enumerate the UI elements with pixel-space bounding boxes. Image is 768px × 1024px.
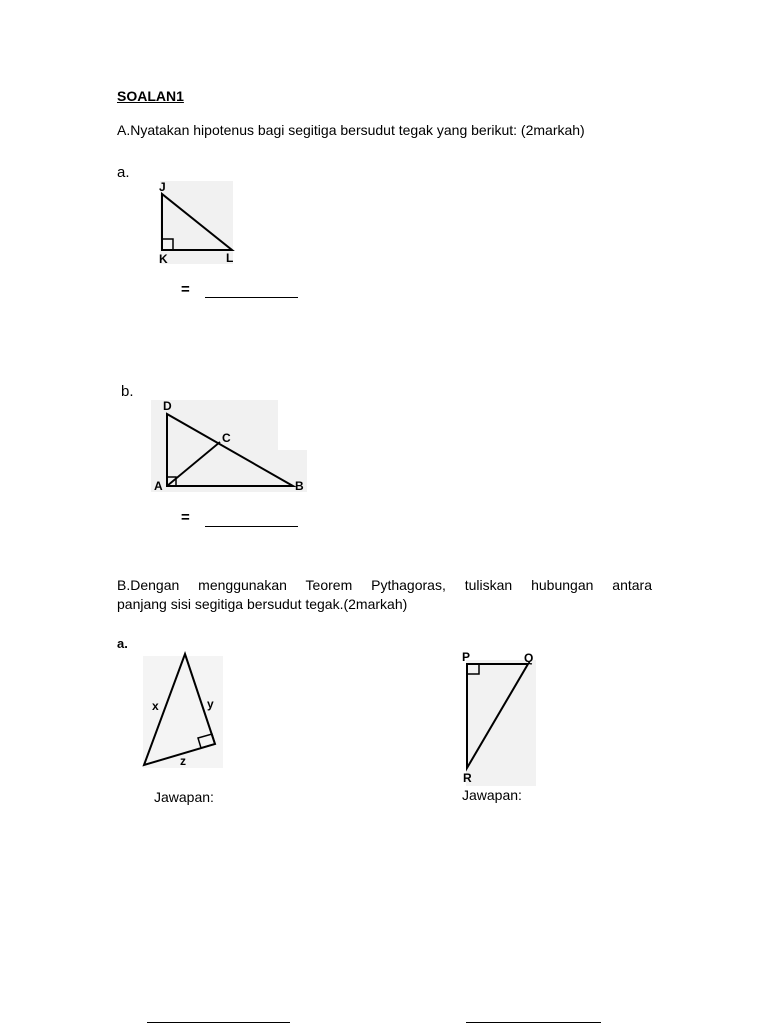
vertex-k-label: K: [159, 252, 168, 266]
item-a-label: a.: [117, 164, 130, 181]
answer-label-1: Jawapan:: [154, 789, 214, 805]
vertex-q-label: Q: [524, 651, 534, 665]
answer-line-1[interactable]: [147, 1022, 290, 1023]
answer-blank-b[interactable]: [205, 526, 298, 527]
vertex-p-label: P: [462, 650, 471, 664]
vertex-r-label: R: [463, 771, 472, 785]
answer-label-2: Jawapan:: [462, 787, 522, 803]
triangle-dab-diagram: [148, 396, 313, 496]
vertex-b-label: B: [295, 479, 304, 493]
vertex-c-label: C: [222, 431, 231, 445]
vertex-a-label: A: [154, 479, 163, 493]
equals-sign-a: =: [181, 281, 190, 298]
section-b-instruction-line1: B.Dengan menggunakan Teorem Pythagoras, tuliskan hubungan antara: [117, 577, 652, 593]
triangle-jkl-diagram: [150, 178, 240, 268]
triangle-pqr-diagram: [458, 648, 543, 788]
vertex-d-label: D: [163, 399, 172, 413]
section-b-item-a-label: a.: [117, 636, 128, 651]
triangle-xyz-diagram: [138, 648, 228, 773]
vertex-l-label: L: [226, 251, 234, 265]
item-b-label: b.: [121, 383, 134, 400]
section-b-instruction-line2: panjang sisi segitiga bersudut tegak.(2markah): [117, 596, 408, 612]
side-z-label: z: [180, 754, 186, 768]
equals-sign-b: =: [181, 509, 190, 526]
section-b-instruction: [117, 576, 652, 614]
side-y-label: y: [207, 697, 214, 711]
vertex-j-label: J: [159, 180, 166, 194]
section-a-instruction: A.Nyatakan hipotenus bagi segitiga bersudut tegak yang berikut: (2markah): [117, 122, 585, 138]
answer-blank-a[interactable]: [205, 297, 298, 298]
question-title: SOALAN1: [117, 88, 184, 104]
answer-line-2[interactable]: [466, 1022, 601, 1023]
side-x-label: x: [152, 699, 159, 713]
